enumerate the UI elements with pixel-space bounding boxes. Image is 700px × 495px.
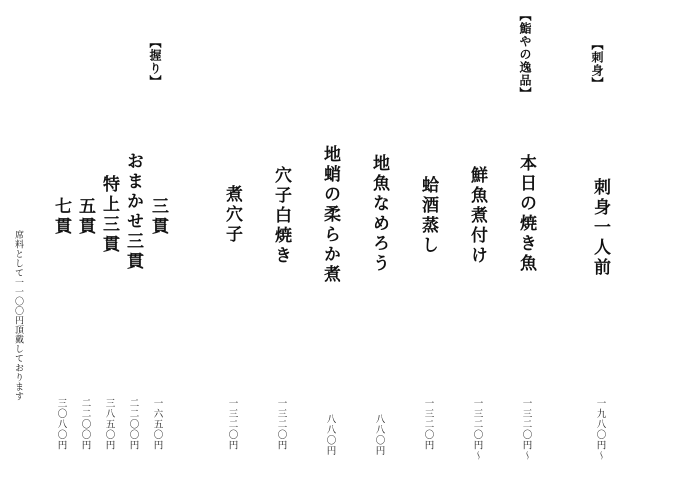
menu-item-shirayaki-price: 一三二〇円: [275, 398, 287, 451]
section-header-sashimi: 【刺身】: [590, 38, 604, 90]
menu-item-sankan-name: 三貫: [148, 197, 168, 237]
menu-item-gokan-name: 五貫: [75, 197, 95, 237]
menu-item-gokan-price: 二二〇〇円: [79, 398, 91, 451]
menu-item-nanakan-price: 三〇八〇円: [55, 398, 67, 451]
menu-item-tokujo-price: 三八五〇円: [103, 398, 115, 451]
seat-charge-note: 席料として一一〇〇円頂戴しております: [13, 230, 23, 401]
menu-item-namerou-name: 地魚なめろう: [369, 154, 389, 274]
menu-item-sankan-price: 一六五〇円: [151, 398, 163, 451]
menu-item-nianago-name: 煮穴子: [222, 185, 242, 245]
menu-item-omakase-name: おまかせ三貫: [123, 152, 143, 272]
menu-item-sashimi-price: 一九八〇円〜: [594, 398, 606, 461]
menu-item-omakase-price: 二二〇〇円: [127, 398, 139, 451]
menu-item-sakamushi-name: 蛤酒蒸し: [418, 176, 438, 256]
menu-item-shirayaki-name: 穴子白焼き: [271, 166, 291, 266]
menu-item-yawarakani-name: 地蛸の柔らか煮: [320, 145, 340, 285]
menu-item-yakizakana-price: 一三二〇円〜: [520, 398, 532, 461]
menu-item-yakizakana-name: 本日の焼き魚: [516, 154, 536, 274]
menu-item-tokujo-name: 特上三貫: [99, 175, 119, 255]
menu-item-sashimi-name: 刺身一人前: [590, 178, 610, 278]
menu-item-yawarakani-price: 八八〇円: [324, 414, 336, 456]
menu-item-sakamushi-price: 一三二〇円: [422, 398, 434, 451]
section-header-ippin: 【鮨やの逸品】: [518, 9, 532, 100]
menu-item-nitsuke-price: 一三二〇円〜: [471, 398, 483, 461]
menu-item-namerou-price: 八八〇円: [373, 414, 385, 456]
menu-item-nianago-price: 一三二〇円: [226, 398, 238, 451]
section-header-nigiri: 【握り】: [148, 36, 162, 88]
menu-item-nanakan-name: 七貫: [51, 197, 71, 237]
menu-item-nitsuke-name: 鮮魚煮付け: [467, 166, 487, 266]
